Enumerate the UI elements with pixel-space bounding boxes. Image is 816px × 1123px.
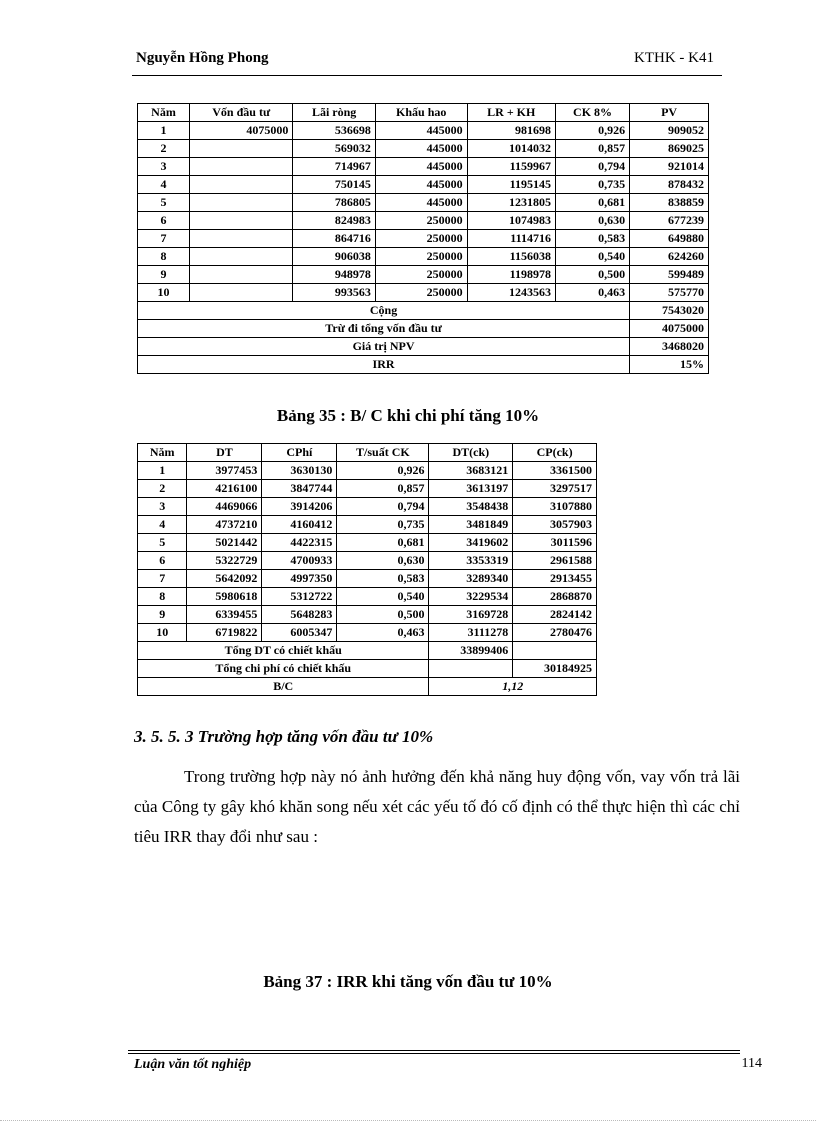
table-cell: 536698 bbox=[293, 122, 375, 140]
table-cell: 4216100 bbox=[187, 480, 262, 498]
table-cell: 250000 bbox=[375, 248, 467, 266]
table-cell: 4737210 bbox=[187, 516, 262, 534]
table-cell: 869025 bbox=[630, 140, 709, 158]
table-cell: 4997350 bbox=[262, 570, 337, 588]
table-cell bbox=[190, 176, 293, 194]
table-cell: 3847744 bbox=[262, 480, 337, 498]
table-cell: 4 bbox=[138, 176, 190, 194]
table-cell: 2913455 bbox=[513, 570, 597, 588]
table-row bbox=[138, 498, 597, 516]
body-paragraph: Trong trường hợp này nó ảnh hưởng đến khả năng huy động vốn, vay vốn trả lãi của Công ty gây khó khăn song nếu xét các yếu tố đó cố định có thể thực hiện thì các chỉ tiêu IRR thay đổi như sau : bbox=[134, 767, 740, 846]
table-cell: 575770 bbox=[630, 284, 709, 302]
table-cell: 2 bbox=[138, 140, 190, 158]
table-cell: 0,794 bbox=[337, 498, 429, 516]
table-cell: 250000 bbox=[375, 266, 467, 284]
total-dt-value: 33899406 bbox=[429, 642, 513, 660]
table-cell: 1198978 bbox=[467, 266, 555, 284]
npv-header-cell: Vốn đầu tư bbox=[190, 104, 293, 122]
table-cell: 824983 bbox=[293, 212, 375, 230]
summary-row bbox=[138, 302, 709, 320]
table-cell: 3419602 bbox=[429, 534, 513, 552]
table-cell: 0,857 bbox=[337, 480, 429, 498]
table-cell: 6719822 bbox=[187, 624, 262, 642]
table-cell: 906038 bbox=[293, 248, 375, 266]
bc-table-header-row bbox=[138, 444, 597, 462]
table-cell: 5021442 bbox=[187, 534, 262, 552]
table-cell: 4700933 bbox=[262, 552, 337, 570]
table-cell bbox=[190, 230, 293, 248]
table-cell: 3 bbox=[138, 158, 190, 176]
table-cell bbox=[190, 158, 293, 176]
table-cell: 0,926 bbox=[337, 462, 429, 480]
table-cell: 878432 bbox=[630, 176, 709, 194]
table-cell: 1243563 bbox=[467, 284, 555, 302]
table-cell: 1074983 bbox=[467, 212, 555, 230]
table-cell: 3630130 bbox=[262, 462, 337, 480]
table-cell: 5312722 bbox=[262, 588, 337, 606]
summary-row bbox=[138, 356, 709, 374]
table-cell: 4160412 bbox=[262, 516, 337, 534]
table-row bbox=[138, 606, 597, 624]
section-heading: 3. 5. 5. 3 Trường hợp tăng vốn đầu tư 10% bbox=[134, 727, 434, 746]
table-cell: 5648283 bbox=[262, 606, 337, 624]
table-35-caption: Bảng 35 : B/ C khi chi phí tăng 10% bbox=[276, 406, 540, 425]
table-cell: 3548438 bbox=[429, 498, 513, 516]
table-cell: 250000 bbox=[375, 230, 467, 248]
bc-ratio-row bbox=[138, 678, 597, 696]
table-cell: 3481849 bbox=[429, 516, 513, 534]
table-row bbox=[138, 194, 709, 212]
table-cell: 3289340 bbox=[429, 570, 513, 588]
footer-thesis-label: Luận văn tốt nghiệp bbox=[134, 1057, 252, 1072]
table-cell: 921014 bbox=[630, 158, 709, 176]
bc-header-cell: Năm bbox=[138, 444, 187, 462]
summary-value: 4075000 bbox=[630, 320, 709, 338]
table-cell: 3977453 bbox=[187, 462, 262, 480]
table-cell: 3297517 bbox=[513, 480, 597, 498]
total-cp-row bbox=[138, 660, 597, 678]
table-cell: 10 bbox=[138, 624, 187, 642]
table-row bbox=[138, 624, 597, 642]
table-cell: 445000 bbox=[375, 176, 467, 194]
table-cell: 2868870 bbox=[513, 588, 597, 606]
npv-header-cell: LR + KH bbox=[467, 104, 555, 122]
table-row bbox=[138, 176, 709, 194]
table-cell: 5322729 bbox=[187, 552, 262, 570]
table-cell: 0,735 bbox=[337, 516, 429, 534]
table-cell: 1 bbox=[138, 122, 190, 140]
table-cell bbox=[190, 140, 293, 158]
total-dt-label: Tổng DT có chiết khấu bbox=[138, 642, 429, 660]
table-cell: 7 bbox=[138, 570, 187, 588]
table-cell: 0,681 bbox=[337, 534, 429, 552]
header-author: Nguyễn Hồng Phong bbox=[136, 50, 269, 66]
table-cell: 3057903 bbox=[513, 516, 597, 534]
summary-value: 15% bbox=[630, 356, 709, 374]
summary-value: 7543020 bbox=[630, 302, 709, 320]
total-dt-row bbox=[138, 642, 597, 660]
table-cell: 3169728 bbox=[429, 606, 513, 624]
table-cell: 250000 bbox=[375, 212, 467, 230]
table-cell: 599489 bbox=[630, 266, 709, 284]
table-cell: 9 bbox=[138, 266, 190, 284]
footer-rule-double bbox=[128, 1053, 740, 1054]
table-cell: 2780476 bbox=[513, 624, 597, 642]
table-row bbox=[138, 212, 709, 230]
table-cell: 0,630 bbox=[555, 212, 629, 230]
table-row bbox=[138, 570, 597, 588]
table-cell: 0,540 bbox=[337, 588, 429, 606]
table-cell: 4469066 bbox=[187, 498, 262, 516]
page-number: 114 bbox=[741, 1056, 762, 1071]
table-cell: 0,857 bbox=[555, 140, 629, 158]
table-cell: 1231805 bbox=[467, 194, 555, 212]
table-cell: 3011596 bbox=[513, 534, 597, 552]
table-row bbox=[138, 140, 709, 158]
table-cell: 8 bbox=[138, 588, 187, 606]
table-cell: 3 bbox=[138, 498, 187, 516]
table-cell: 6005347 bbox=[262, 624, 337, 642]
table-cell: 5642092 bbox=[187, 570, 262, 588]
table-cell: 445000 bbox=[375, 194, 467, 212]
table-cell: 2824142 bbox=[513, 606, 597, 624]
table-row bbox=[138, 248, 709, 266]
bc-header-cell: DT bbox=[187, 444, 262, 462]
table-cell: 0,583 bbox=[337, 570, 429, 588]
table-row bbox=[138, 230, 709, 248]
table-cell: 981698 bbox=[467, 122, 555, 140]
table-row bbox=[138, 284, 709, 302]
table-cell: 786805 bbox=[293, 194, 375, 212]
table-cell bbox=[190, 194, 293, 212]
table-cell: 0,630 bbox=[337, 552, 429, 570]
empty-cell bbox=[513, 642, 597, 660]
table-row bbox=[138, 462, 597, 480]
table-cell: 1156038 bbox=[467, 248, 555, 266]
summary-row bbox=[138, 320, 709, 338]
table-cell: 993563 bbox=[293, 284, 375, 302]
npv-header-cell: CK 8% bbox=[555, 104, 629, 122]
table-cell bbox=[190, 248, 293, 266]
table-row bbox=[138, 122, 709, 140]
table-cell: 6339455 bbox=[187, 606, 262, 624]
bc-header-cell: CP(ck) bbox=[513, 444, 597, 462]
table-cell: 3683121 bbox=[429, 462, 513, 480]
table-cell: 1159967 bbox=[467, 158, 555, 176]
table-cell: 4075000 bbox=[190, 122, 293, 140]
table-cell bbox=[190, 266, 293, 284]
table-cell: 750145 bbox=[293, 176, 375, 194]
table-cell: 3361500 bbox=[513, 462, 597, 480]
table-cell: 3353319 bbox=[429, 552, 513, 570]
table-cell: 3111278 bbox=[429, 624, 513, 642]
bc-header-cell: DT(ck) bbox=[429, 444, 513, 462]
table-cell: 2961588 bbox=[513, 552, 597, 570]
table-cell: 445000 bbox=[375, 122, 467, 140]
table-cell bbox=[190, 212, 293, 230]
table-cell: 909052 bbox=[630, 122, 709, 140]
summary-label: Cộng bbox=[138, 302, 630, 320]
table-cell: 10 bbox=[138, 284, 190, 302]
table-row bbox=[138, 480, 597, 498]
table-cell: 0,463 bbox=[337, 624, 429, 642]
table-cell: 3613197 bbox=[429, 480, 513, 498]
npv-header-cell: Khấu hao bbox=[375, 104, 467, 122]
summary-row bbox=[138, 338, 709, 356]
table-cell: 0,681 bbox=[555, 194, 629, 212]
table-cell: 569032 bbox=[293, 140, 375, 158]
summary-label: Giá trị NPV bbox=[138, 338, 630, 356]
summary-label: IRR bbox=[138, 356, 630, 374]
npv-header-cell: Năm bbox=[138, 104, 190, 122]
npv-header-cell: Lãi ròng bbox=[293, 104, 375, 122]
table-row bbox=[138, 266, 709, 284]
empty-cell bbox=[429, 660, 513, 678]
bc-header-cell: T/suất CK bbox=[337, 444, 429, 462]
npv-table-header-row bbox=[138, 104, 709, 122]
table-cell: 1114716 bbox=[467, 230, 555, 248]
table-cell: 1014032 bbox=[467, 140, 555, 158]
table-cell: 5 bbox=[138, 534, 187, 552]
page-bottom-divider bbox=[0, 1120, 816, 1121]
table-row bbox=[138, 552, 597, 570]
table-cell: 948978 bbox=[293, 266, 375, 284]
table-cell: 714967 bbox=[293, 158, 375, 176]
table-row bbox=[138, 516, 597, 534]
bc-table bbox=[137, 443, 597, 696]
summary-label: Trừ đi tổng vốn đầu tư bbox=[138, 320, 630, 338]
table-cell: 624260 bbox=[630, 248, 709, 266]
table-cell: 3107880 bbox=[513, 498, 597, 516]
npv-table bbox=[137, 103, 709, 374]
table-cell: 0,463 bbox=[555, 284, 629, 302]
table-cell: 5 bbox=[138, 194, 190, 212]
table-cell: 0,926 bbox=[555, 122, 629, 140]
table-cell: 3229534 bbox=[429, 588, 513, 606]
bc-ratio-value: 1,12 bbox=[429, 678, 597, 696]
summary-value: 3468020 bbox=[630, 338, 709, 356]
total-cp-value: 30184925 bbox=[513, 660, 597, 678]
table-cell: 445000 bbox=[375, 140, 467, 158]
table-cell bbox=[190, 284, 293, 302]
table-cell: 6 bbox=[138, 212, 190, 230]
table-row bbox=[138, 534, 597, 552]
header-class: KTHK - K41 bbox=[634, 50, 714, 66]
table-cell: 445000 bbox=[375, 158, 467, 176]
table-row bbox=[138, 588, 597, 606]
table-cell: 4422315 bbox=[262, 534, 337, 552]
table-cell: 0,500 bbox=[337, 606, 429, 624]
table-cell: 0,735 bbox=[555, 176, 629, 194]
footer-rule bbox=[128, 1050, 740, 1051]
header-rule bbox=[132, 75, 722, 76]
table-cell: 3914206 bbox=[262, 498, 337, 516]
table-cell: 2 bbox=[138, 480, 187, 498]
table-cell: 649880 bbox=[630, 230, 709, 248]
table-cell: 0,794 bbox=[555, 158, 629, 176]
table-row bbox=[138, 158, 709, 176]
table-cell: 1195145 bbox=[467, 176, 555, 194]
table-cell: 250000 bbox=[375, 284, 467, 302]
table-cell: 7 bbox=[138, 230, 190, 248]
table-cell: 1 bbox=[138, 462, 187, 480]
table-cell: 5980618 bbox=[187, 588, 262, 606]
total-cp-label: Tổng chi phí có chiết khấu bbox=[138, 660, 429, 678]
table-cell: 0,583 bbox=[555, 230, 629, 248]
table-cell: 677239 bbox=[630, 212, 709, 230]
table-cell: 864716 bbox=[293, 230, 375, 248]
npv-header-cell: PV bbox=[630, 104, 709, 122]
table-cell: 6 bbox=[138, 552, 187, 570]
bc-header-cell: CPhí bbox=[262, 444, 337, 462]
table-cell: 0,540 bbox=[555, 248, 629, 266]
table-cell: 0,500 bbox=[555, 266, 629, 284]
table-37-caption: Bảng 37 : IRR khi tăng vốn đầu tư 10% bbox=[263, 972, 553, 991]
table-cell: 9 bbox=[138, 606, 187, 624]
table-cell: 838859 bbox=[630, 194, 709, 212]
bc-ratio-label: B/C bbox=[138, 678, 429, 696]
table-cell: 4 bbox=[138, 516, 187, 534]
table-cell: 8 bbox=[138, 248, 190, 266]
